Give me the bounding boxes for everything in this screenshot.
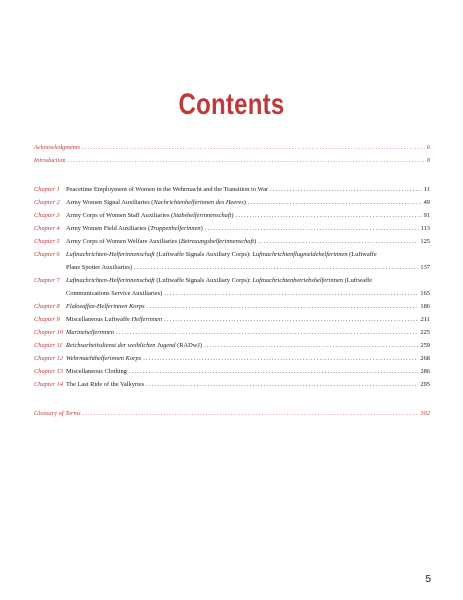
title-text: (Luftwaffe xyxy=(347,251,377,258)
chapter-title-text xyxy=(66,235,256,248)
chapter-number: Chapter 3 xyxy=(34,212,60,219)
chapter-row-3[interactable] xyxy=(34,209,430,222)
title-text: ) xyxy=(254,238,257,245)
chapter-number: Chapter 8 xyxy=(34,303,60,310)
chapter-row-10[interactable] xyxy=(34,326,430,339)
chapter-row-13[interactable] xyxy=(34,365,430,378)
chapter-page: 91 xyxy=(423,212,430,219)
title-italic: Luftnachrichten-Helferinnenschaft xyxy=(66,251,155,258)
chapter-title-text xyxy=(66,313,162,326)
title-text: ) xyxy=(243,199,246,206)
dot-leader xyxy=(147,300,419,313)
chapter-row-5[interactable] xyxy=(34,235,430,248)
chapter-number: Chapter 2 xyxy=(34,199,60,206)
chapter-title-text xyxy=(66,222,203,235)
chapter-title xyxy=(66,326,430,339)
chapter-title xyxy=(66,313,430,326)
title-italic: Helferinnen xyxy=(131,316,163,323)
chapter-title-text xyxy=(66,365,127,378)
chapter-page: 49 xyxy=(423,199,430,206)
table-of-contents xyxy=(34,141,430,420)
title-text: (Luftwaffe xyxy=(342,277,373,284)
dot-leader xyxy=(205,222,419,235)
chapter-number: Chapter 14 xyxy=(34,381,63,388)
chapter-row-6[interactable] xyxy=(34,248,430,261)
chapter-title xyxy=(66,183,430,196)
spacer xyxy=(34,167,430,183)
chapter-title xyxy=(66,209,430,222)
chapter-row-4[interactable] xyxy=(34,222,430,235)
dot-leader xyxy=(204,339,418,352)
title-italic: Wehrmachthelferinnen Korps xyxy=(66,355,142,362)
dot-leader xyxy=(116,326,418,339)
chapter-title-text xyxy=(66,300,145,313)
chapter-title-text xyxy=(66,339,202,352)
chapter-number: Chapter 10 xyxy=(34,329,63,336)
chapter-number: Chapter 9 xyxy=(34,316,60,323)
title-italic: Truppenhelferinnen xyxy=(150,225,201,232)
chapter-number: Chapter 12 xyxy=(34,355,63,362)
chapter-page: 286 xyxy=(420,368,430,375)
chapter-page: 165 xyxy=(420,290,430,297)
chapter-title xyxy=(66,378,430,391)
chapter-title-line2: Communications Service Auxiliaries) xyxy=(66,290,163,297)
title-text: (Luftwaffe Signals Auxiliary Corps): xyxy=(154,277,253,284)
chapter-title-line1 xyxy=(66,274,372,287)
front-matter-1-page: 8 xyxy=(426,157,430,164)
chapter-page: 137 xyxy=(420,264,430,271)
chapter-page: 211 xyxy=(420,316,430,323)
title-text: Army Corps of Women Welfare Auxiliaries ( xyxy=(66,238,181,245)
dot-leader xyxy=(134,261,418,274)
page-number: 5 xyxy=(425,574,431,585)
chapter-page: 268 xyxy=(420,355,430,362)
chapter-title-cont xyxy=(66,261,430,274)
title-text: Army Women Field Auxiliaries ( xyxy=(66,225,151,232)
chapter-row-7[interactable] xyxy=(34,274,430,287)
chapter-row-14[interactable] xyxy=(34,378,430,391)
chapter-row-6-cont[interactable] xyxy=(34,261,430,274)
dot-leader xyxy=(82,141,425,154)
chapter-title xyxy=(66,274,430,287)
chapter-number: Chapter 11 xyxy=(34,342,63,349)
chapter-title-text xyxy=(66,209,234,222)
chapter-page: 125 xyxy=(420,238,430,245)
chapter-title xyxy=(66,196,430,209)
chapter-number: Chapter 4 xyxy=(34,225,60,232)
title-text: Army Corps of Women Staff Auxiliaries ( xyxy=(66,212,174,219)
chapter-number: Chapter 5 xyxy=(34,238,60,245)
front-matter-0-page: 6 xyxy=(426,144,430,151)
chapter-row-12[interactable] xyxy=(34,352,430,365)
title-italic: Nachrichtenhelferinnen des Heeres xyxy=(153,199,244,206)
chapter-title-text xyxy=(66,196,246,209)
dot-leader xyxy=(270,183,422,196)
chapter-title-text xyxy=(66,326,114,339)
chapter-title xyxy=(66,365,430,378)
chapter-page: 259 xyxy=(420,342,430,349)
chapter-row-8[interactable] xyxy=(34,300,430,313)
dot-leader xyxy=(83,407,419,420)
chapter-title xyxy=(66,300,430,313)
chapter-page: 11 xyxy=(423,186,430,193)
title-text: ) xyxy=(231,212,234,219)
dot-leader xyxy=(258,235,418,248)
spacer xyxy=(34,391,430,407)
title-italic: Flakwaffen-Helferinnen Korps xyxy=(66,303,145,310)
dot-leader xyxy=(68,154,425,167)
chapter-title xyxy=(66,235,430,248)
chapter-title xyxy=(66,248,430,261)
chapter-number: Chapter 7 xyxy=(34,277,60,284)
dot-leader xyxy=(236,209,422,222)
chapter-row-11[interactable] xyxy=(34,339,430,352)
chapter-title xyxy=(66,222,430,235)
chapter-number: Chapter 13 xyxy=(34,368,63,375)
title-italic: Reichsarbeitsdienst der weiblichen Jugend xyxy=(66,342,176,349)
title-text: Miscellaneous Luftwaffe xyxy=(66,316,132,323)
front-matter-1-row[interactable] xyxy=(34,154,430,167)
chapter-page: 225 xyxy=(420,329,430,336)
dot-leader xyxy=(146,378,418,391)
dot-leader xyxy=(248,196,422,209)
title-italic: Luftnachrichtenflugmeldehelferinnen xyxy=(252,251,348,258)
chapter-title-text xyxy=(66,183,268,196)
chapter-title xyxy=(66,352,430,365)
title-text: Army Women Signal Auxiliaries ( xyxy=(66,199,154,206)
dot-leader xyxy=(129,365,419,378)
chapter-title-line1 xyxy=(66,248,377,261)
title-italic: Marinehelferinnen xyxy=(66,329,114,336)
dot-leader xyxy=(143,352,418,365)
chapter-title xyxy=(66,339,430,352)
chapter-page: 186 xyxy=(420,303,430,310)
title-text: (Luftwaffe Signals Auxiliary Corps): xyxy=(154,251,253,258)
dot-leader xyxy=(164,313,419,326)
front-matter-0-title: Acknowledgments xyxy=(34,144,81,151)
back-matter-0-row[interactable] xyxy=(34,407,430,420)
title-italic: Luftnachrichten-Helferinnenschaft xyxy=(66,277,155,284)
title-text: The Last Ride of the Valkyries xyxy=(66,381,145,388)
front-matter-1-title: Introduction xyxy=(34,157,66,164)
title-text: Miscellaneous Clothing xyxy=(66,368,127,375)
chapter-row-1[interactable] xyxy=(34,183,430,196)
chapter-number: Chapter 1 xyxy=(34,186,60,193)
title-italic: Stabshelferinnenschaft xyxy=(173,212,232,219)
chapter-title-text xyxy=(66,352,141,365)
chapter-row-9[interactable] xyxy=(34,313,430,326)
chapter-page: 295 xyxy=(420,381,430,388)
title-text: ) xyxy=(200,225,203,232)
title-italic: Betreuungshelferinnenschaft xyxy=(180,238,255,245)
chapter-number: Chapter 6 xyxy=(34,251,60,258)
back-matter-0-page: 302 xyxy=(420,410,430,417)
chapter-title-text xyxy=(66,378,144,391)
page-title: Contents xyxy=(178,88,285,121)
title-text: Peacetime Employment of Women in the Wehrmacht and the Transition to War xyxy=(66,186,269,193)
front-matter-0-row[interactable] xyxy=(34,141,430,154)
chapter-title-cont xyxy=(66,287,430,300)
chapter-row-7-cont[interactable] xyxy=(34,287,430,300)
chapter-page: 113 xyxy=(420,225,430,232)
chapter-row-2[interactable] xyxy=(34,196,430,209)
back-matter-0-title: Glossary of Terms xyxy=(34,410,81,417)
title-text: (RADwJ) xyxy=(175,342,202,349)
title-italic: Luftnachrichtenbetriebshelferinnen xyxy=(252,277,343,284)
chapter-title-line2: Plane Spotter Auxiliaries) xyxy=(66,264,133,271)
dot-leader xyxy=(164,287,418,300)
